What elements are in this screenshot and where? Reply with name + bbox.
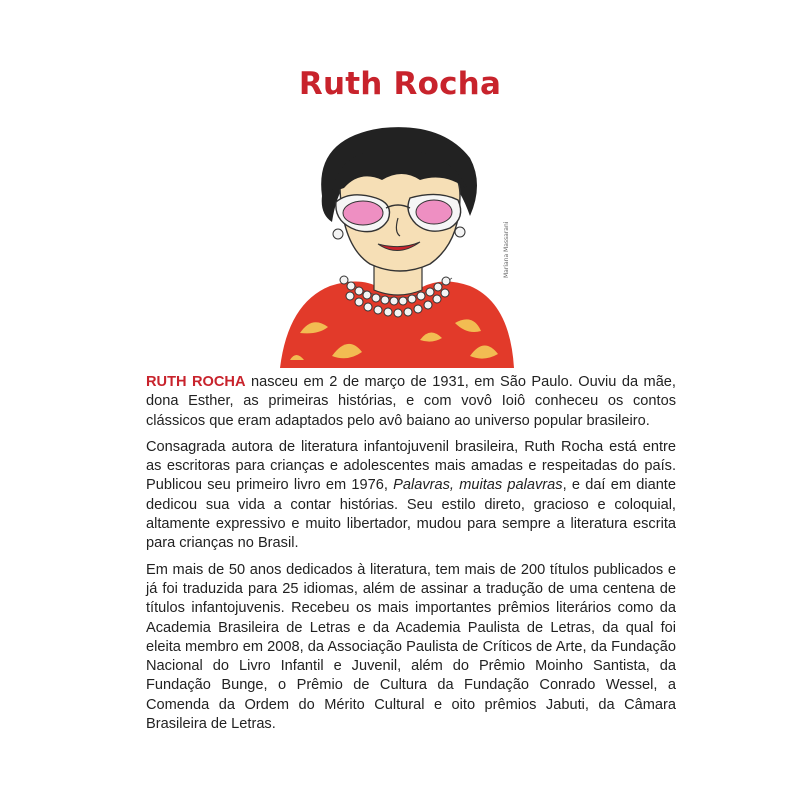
paragraph-1 [146, 373, 676, 431]
author-illustration [270, 118, 530, 368]
biography-text [146, 373, 676, 741]
paragraph-2-after: , e daí em diante dedicou sua vida a contar histórias. Seu estilo direto, gracioso e coloquial, altamente expressivo e muito libertador, mudou para sempre a literatura escrita para crianças no Brasil. [146, 477, 676, 552]
illustration-credit: Mariana Massarani [503, 221, 510, 278]
paragraph-2 [146, 438, 676, 554]
page-title: Ruth Rocha [298, 66, 502, 102]
author-name-lead: RUTH ROCHA [146, 374, 246, 390]
paragraph-1-text: nasceu em 2 de março de 1931, em São Paulo. Ouviu da mãe, dona Esther, as primeiras histórias, e com vovô Ioiô conheceu os contos clássicos que eram adaptados pelo avô baiano ao universo popular brasileiro. [146, 374, 676, 429]
paragraph-2-before: Consagrada autora de literatura infantojuvenil brasileira, Ruth Rocha está entre as escritoras para crianças e adolescentes mais amadas e respeitadas do país. Publicou seu primeiro livro em 1976, [146, 438, 676, 494]
book-title: Palavras, muitas palavras [393, 477, 563, 494]
earring-right [455, 227, 465, 237]
earring-left [333, 229, 343, 239]
paragraph-3: Em mais de 50 anos dedicados à literatura, tem mais de 200 títulos publicados e já foi traduzida para 25 idiomas, além de assinar a tradução de uma centena de títulos infantojuvenis. Recebeu os mais importantes prêmios literários como da Academia Brasileira de Letras e da Academia Paulista de Letras, da qual foi eleita membro em 2008, da Associação Paulista de Críticos de Arte, da Fundação Nacional do Livro Infantil e Juvenil, além do Prêmio Moinho Santista, da Fundação Bunge, o Prêmio de Cultura da Fundação Conrado Wessel, a Comenda da Ordem do Mérito Cultural e oito prêmios Jabuti, da Câmara Brasileira de Letras. [146, 561, 676, 733]
